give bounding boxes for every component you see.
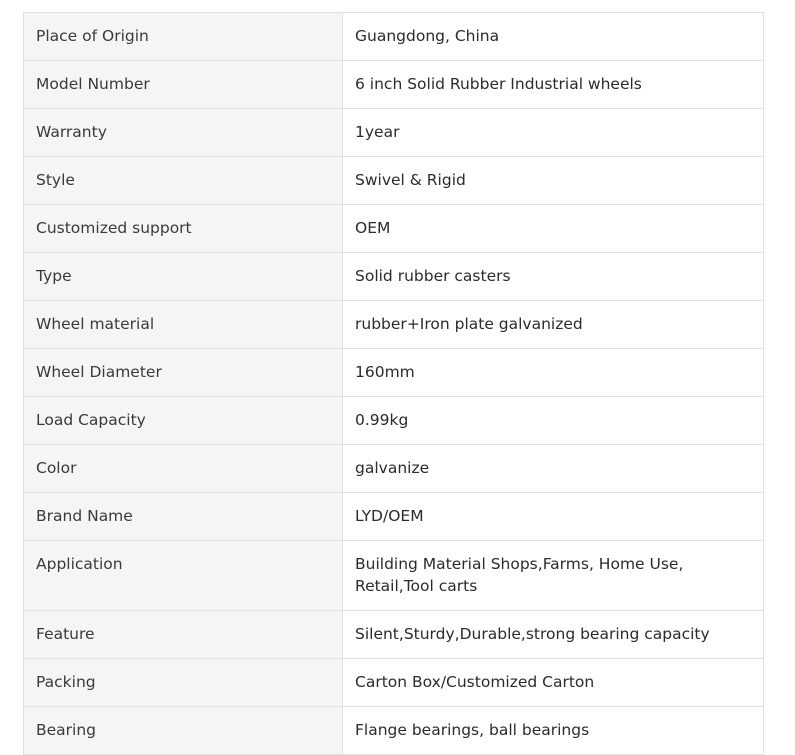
spec-value-load-capacity: 0.99kg — [343, 397, 764, 445]
spec-label-warranty: Warranty — [24, 109, 343, 157]
table-row — [24, 301, 764, 349]
spec-label-type: Type — [24, 253, 343, 301]
spec-value-packing: Carton Box/Customized Carton — [343, 659, 764, 707]
table-row — [24, 707, 764, 755]
spec-label-wheel-material: Wheel material — [24, 301, 343, 349]
table-row — [24, 397, 764, 445]
product-spec-table — [23, 12, 764, 755]
table-row — [24, 493, 764, 541]
table-row — [24, 541, 764, 611]
spec-value-feature: Silent,Sturdy,Durable,strong bearing capacity — [343, 611, 764, 659]
table-row — [24, 13, 764, 61]
spec-label-place-of-origin: Place of Origin — [24, 13, 343, 61]
spec-label-packing: Packing — [24, 659, 343, 707]
spec-table-body — [24, 13, 764, 755]
table-row — [24, 205, 764, 253]
table-row — [24, 109, 764, 157]
spec-label-color: Color — [24, 445, 343, 493]
spec-value-warranty: 1year — [343, 109, 764, 157]
spec-value-customized-support: OEM — [343, 205, 764, 253]
spec-label-style: Style — [24, 157, 343, 205]
spec-value-color: galvanize — [343, 445, 764, 493]
spec-value-model-number: 6 inch Solid Rubber Industrial wheels — [343, 61, 764, 109]
spec-value-place-of-origin: Guangdong, China — [343, 13, 764, 61]
spec-value-application: Building Material Shops,Farms, Home Use, Retail,Tool carts — [343, 541, 764, 611]
spec-label-feature: Feature — [24, 611, 343, 659]
spec-value-wheel-material: rubber+Iron plate galvanized — [343, 301, 764, 349]
spec-value-wheel-diameter: 160mm — [343, 349, 764, 397]
table-row — [24, 659, 764, 707]
table-row — [24, 253, 764, 301]
spec-label-load-capacity: Load Capacity — [24, 397, 343, 445]
table-row — [24, 445, 764, 493]
spec-value-brand-name: LYD/OEM — [343, 493, 764, 541]
spec-label-brand-name: Brand Name — [24, 493, 343, 541]
spec-label-customized-support: Customized support — [24, 205, 343, 253]
spec-label-wheel-diameter: Wheel Diameter — [24, 349, 343, 397]
table-row — [24, 349, 764, 397]
table-row — [24, 611, 764, 659]
spec-label-application: Application — [24, 541, 343, 611]
table-row — [24, 61, 764, 109]
spec-label-model-number: Model Number — [24, 61, 343, 109]
spec-value-type: Solid rubber casters — [343, 253, 764, 301]
spec-value-style: Swivel & Rigid — [343, 157, 764, 205]
table-row — [24, 157, 764, 205]
spec-label-bearing: Bearing — [24, 707, 343, 755]
spec-value-bearing: Flange bearings, ball bearings — [343, 707, 764, 755]
